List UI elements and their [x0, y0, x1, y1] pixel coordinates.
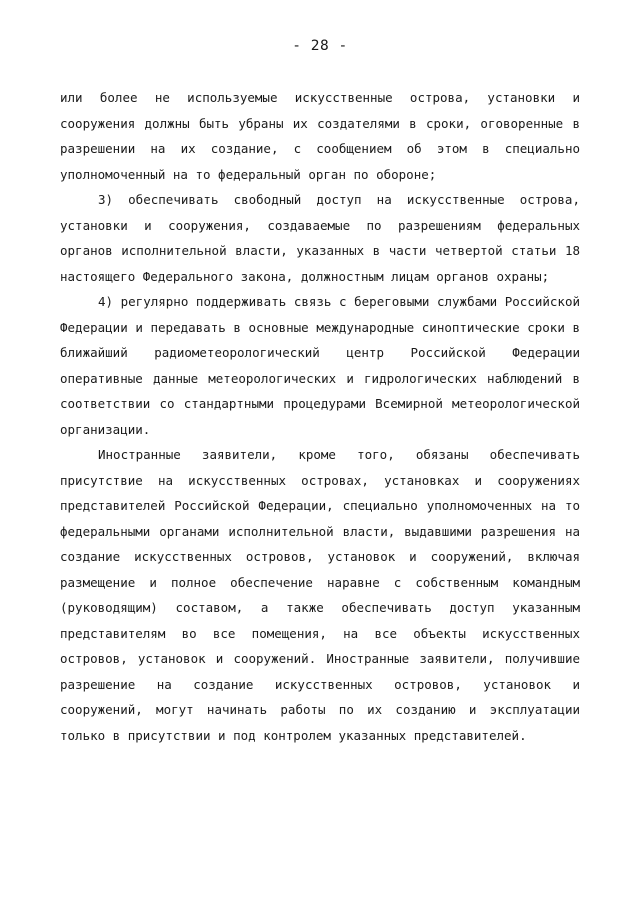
- paragraph-item-4: 4) регулярно поддерживать связь с береговыми службами Российской Федерации и передавать в основные международные синоптические сроки в ближайший радиометеорологический центр Российской Федерации оперативные данные метеорологических и гидрологических наблюдений в соответствии со стандартными процедурами Всемирной метеорологической организации.: [60, 294, 580, 437]
- paragraph-foreign-applicants: Иностранные заявители, кроме того, обязаны обеспечивать присутствие на искусственных островах, установках и сооружениях представителей Российской Федерации, специально уполномоченных на то федеральными органами исполнительной власти, выдавшими разрешения на создание искусственных островов, установок и сооружений, включая размещение и полное обеспечение наравне с собственным командным (руководящим) составом, а также обеспечивать доступ указанным представителям во все помещения, на все объекты искусственных островов, установок и сооружений. Иностранные заявители, получившие разрешение на создание искусственных островов, установок и сооружений, могут начинать работы по их созданию и эксплуатации только в присутствии и под контролем указанных представителей.: [60, 447, 580, 743]
- paragraph-continuation: или более не используемые искусственные острова, установки и сооружения должны быть убраны их создателями в сроки, оговоренные в разрешении на их создание, с сообщением об этом в специально уполномоченный на то федеральный орган по обороне;: [60, 90, 580, 182]
- paragraph-item-3: 3) обеспечивать свободный доступ на искусственные острова, установки и сооружения, создаваемые по разрешениям федеральных органов исполнительной власти, указанных в части четвертой статьи 18 настоящего Федерального закона, должностным лицам органов охраны;: [60, 192, 580, 284]
- page-number: - 28 -: [292, 38, 348, 54]
- document-body: [60, 85, 580, 748]
